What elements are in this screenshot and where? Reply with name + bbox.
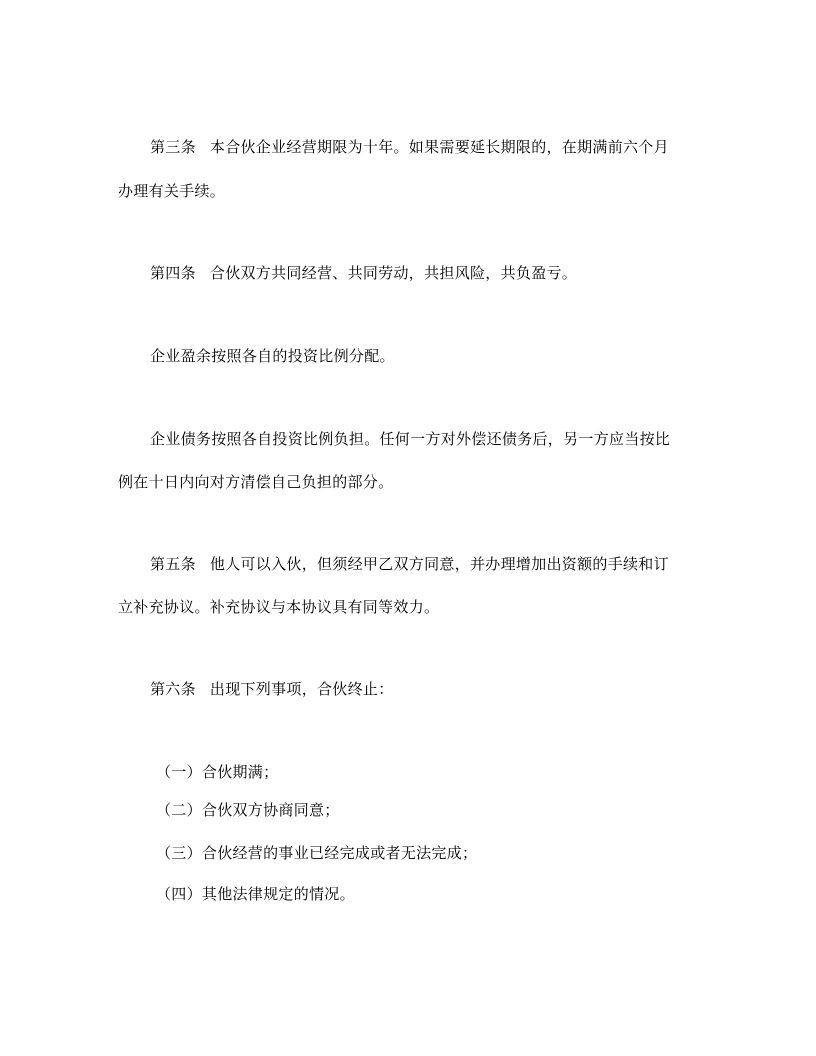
list-item: （三）合伙经营的事业已经完成或者无法完成； <box>156 844 478 862</box>
article-6-label: 第六条 <box>150 680 196 698</box>
article-4-paragraph-3-line-2: 例在十日内向对方清偿自己负担的部分。 <box>118 473 394 491</box>
article-3-text: 本合伙企业经营期限为十年。如果需要延长期限的，在期满前六个月 <box>209 138 669 156</box>
article-4-paragraph-2: 企业盈余按照各自的投资比例分配。 <box>150 347 395 365</box>
article-4-line-1 <box>150 263 577 283</box>
article-5-line-1 <box>150 554 669 574</box>
article-6-line-1 <box>150 679 394 699</box>
article-4-text: 合伙双方共同经营、共同劳动，共担风险，共负盈亏。 <box>209 264 578 282</box>
article-3-label: 第三条 <box>150 138 196 156</box>
article-3-line-1 <box>150 137 669 157</box>
list-item: （二）合伙双方协商同意； <box>156 801 340 819</box>
list-item: （一）合伙期满； <box>156 763 279 781</box>
article-5-line-2: 立补充协议。补充协议与本协议具有同等效力。 <box>118 598 440 616</box>
article-4-label: 第四条 <box>150 264 196 282</box>
article-6-text: 出现下列事项，合伙终止： <box>209 680 394 698</box>
list-item: （四）其他法律规定的情况。 <box>156 885 355 903</box>
article-5-text: 他人可以入伙，但须经甲乙双方同意，并办理增加出资额的手续和订 <box>209 555 669 573</box>
article-3-line-2: 办理有关手续。 <box>118 182 226 200</box>
article-5-label: 第五条 <box>150 555 196 573</box>
article-4-paragraph-3-line-1: 企业债务按照各自投资比例负担。任何一方对外偿还债务后，另一方应当按比 <box>150 430 671 448</box>
